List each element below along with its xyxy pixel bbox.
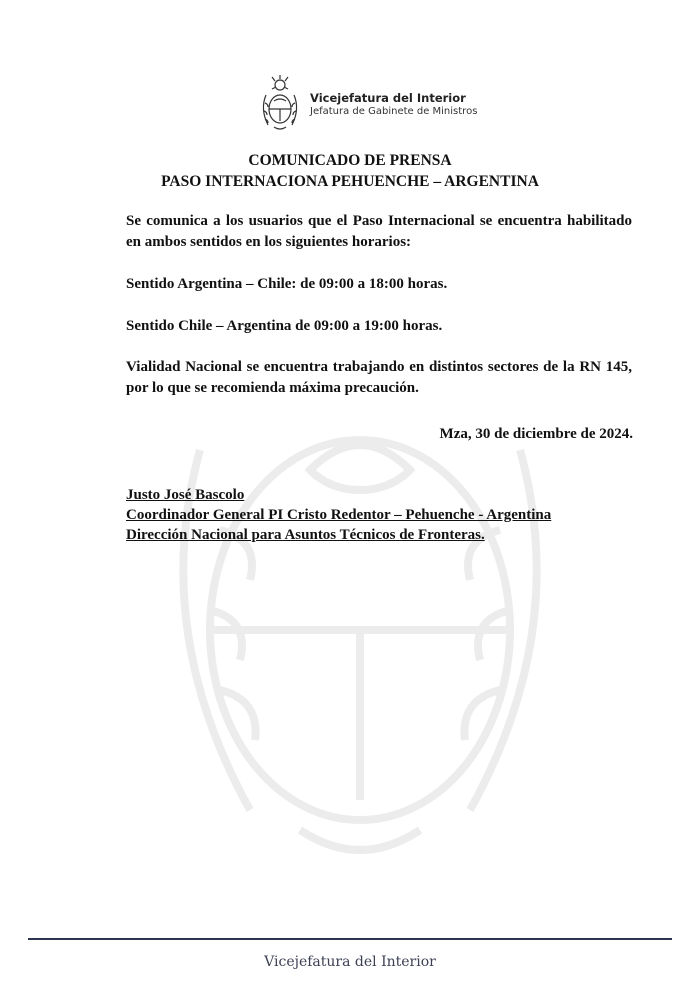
- heading-line-2: PASO INTERNACIONA PEHUENCHE – ARGENTINA: [161, 173, 539, 190]
- agency-subtitle: Jefatura de Gabinete de Ministros: [310, 105, 478, 117]
- paragraph-schedule-ar-cl: Sentido Argentina – Chile: de 09:00 a 18:00 horas.: [126, 276, 448, 292]
- signer-role: Coordinador General PI Cristo Redentor – Pehuenche - Argentina: [126, 507, 552, 523]
- paragraph-vialidad: Vialidad Nacional se encuentra trabajando en distintos sectores de la RN 145, por lo que se recomienda máxima precaución.: [126, 359, 632, 396]
- paragraph-schedule-cl-ar: Sentido Chile – Argentina de 09:00 a 19:00 horas.: [126, 318, 443, 334]
- signer-name: Justo José Bascolo: [126, 487, 245, 503]
- paragraph-intro: Se comunica a los usuarios que el Paso Internacional se encuentra habilitado en ambos sentidos en los siguientes horarios:: [126, 213, 632, 250]
- document-date: Mza, 30 de diciembre de 2024.: [439, 426, 633, 442]
- coat-of-arms-watermark: [130, 330, 590, 890]
- document-heading: [0, 150, 700, 192]
- signature-block: [126, 485, 551, 545]
- argentina-coat-of-arms-icon: [258, 73, 302, 135]
- footer-text: Vicejefatura del Interior: [264, 954, 436, 970]
- letterhead: [258, 72, 477, 136]
- agency-title: Vicejefatura del Interior: [310, 90, 466, 105]
- heading-line-1: COMUNICADO DE PRENSA: [248, 152, 452, 169]
- footer-divider: [28, 938, 672, 940]
- signer-office: Dirección Nacional para Asuntos Técnicos de Fronteras.: [126, 527, 485, 543]
